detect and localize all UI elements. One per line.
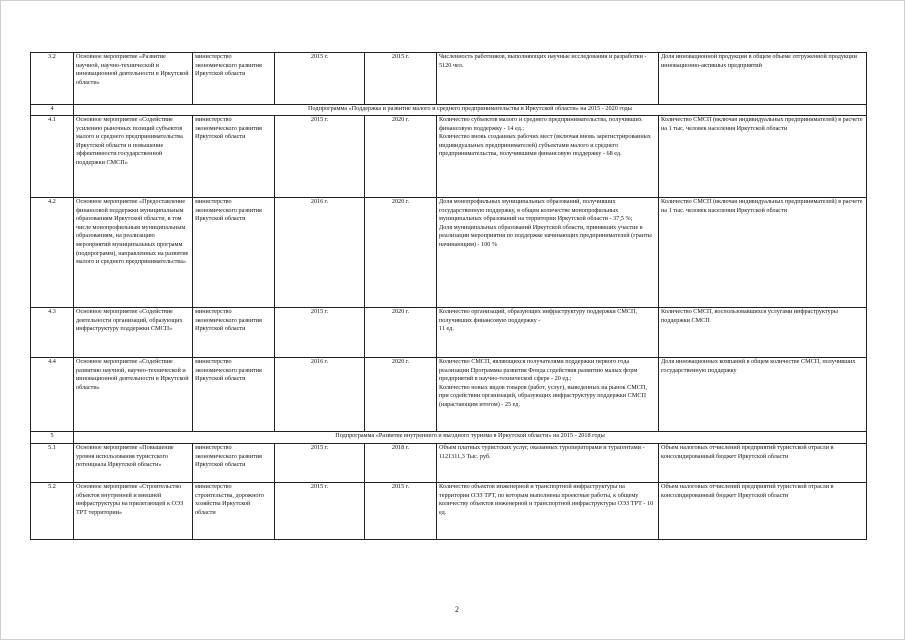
table-row	[31, 444, 867, 483]
start-year: 2015 г.	[275, 483, 365, 540]
table-row	[31, 308, 867, 358]
direct-result: Доля монопрофильных муниципальных образований, получивших государственную поддержку, в общем количестве монопрофильных муниципальных образований на территории Иркутской области - 37,5 %; Доля муниципальных образований Иркутской области, принявших участие в реализации мероприятия по поддержке начинающих предпринимателей (гранты начинающим) - 100 %	[437, 198, 659, 308]
activity-name: Основное мероприятие «Содействие деятельности организаций, образующих инфраструктуру поддержки СМСП»	[74, 308, 193, 358]
end-year: 2015 г.	[365, 53, 437, 105]
executor: министерство экономического развития Иркутской области	[193, 198, 275, 308]
end-year: 2020 г.	[365, 116, 437, 198]
subprogram-row	[31, 432, 867, 444]
end-year: 2020 г.	[365, 308, 437, 358]
program-indicator: Доля инновационной продукции в общем объеме отгруженной продукции инновационно-активных предприятий	[659, 53, 867, 105]
subprogram-title: Подпрограмма «Поддержка и развитие малого и среднего предпринимательства в Иркутской области» на 2015 - 2020 годы	[74, 105, 867, 116]
row-number: 4.1	[31, 116, 74, 198]
executor: министерство строительства, дорожного хозяйства Иркутской области	[193, 483, 275, 540]
program-indicator: Количество СМСП (включая индивидуальных предпринимателей) в расчете на 1 тыс. человек населения Иркутской области	[659, 198, 867, 308]
page-number: 2	[455, 605, 459, 614]
start-year: 2016 г.	[275, 198, 365, 308]
executor: министерство экономического развития Иркутской области	[193, 308, 275, 358]
program-indicator: Количество СМСП, воспользовавшихся услугами инфраструктуры поддержки СМСП	[659, 308, 867, 358]
end-year: 2020 г.	[365, 198, 437, 308]
executor: министерство экономического развития Иркутской области	[193, 53, 275, 105]
activity-name: Основное мероприятие «Содействие усилению рыночных позиций субъектов малого и среднего предпринимательства Иркутской области и повышение эффективности государственной поддержки СМСП»	[74, 116, 193, 198]
program-indicator: Объем налоговых отчислений предприятий туристской отрасли в консолидированный бюджет Иркутской области	[659, 483, 867, 540]
row-number: 4.3	[31, 308, 74, 358]
row-number: 5	[31, 432, 74, 444]
end-year: 2015 г.	[365, 483, 437, 540]
table-row	[31, 483, 867, 540]
row-number: 4.4	[31, 358, 74, 432]
executor: министерство экономического развития Иркутской области	[193, 358, 275, 432]
program-indicator: Количество СМСП (включая индивидуальных предпринимателей) в расчете на 1 тыс. человек населения Иркутской области	[659, 116, 867, 198]
executor: министерство экономического развития Иркутской области	[193, 444, 275, 483]
table-row	[31, 358, 867, 432]
direct-result: Численность работников, выполняющих научные исследования и разработки - 5120 чел.	[437, 53, 659, 105]
activity-name: Основное мероприятие «Предоставление финансовой поддержки муниципальным образованиям Иркутской области, в том числе монопрофильным муниципальным образованиям, на реализацию мероприятий муниципальных программ (подпрограмм), направленных на развитие малого и среднего предпринимательства»	[74, 198, 193, 308]
row-number: 4	[31, 105, 74, 116]
table-row	[31, 53, 867, 105]
start-year: 2015 г.	[275, 53, 365, 105]
row-number: 4.2	[31, 198, 74, 308]
end-year: 2018 г.	[365, 444, 437, 483]
direct-result: Количество СМСП, являющихся получателями поддержки первого года реализации Программы развития Фонда содействия развитию малых форм предприятий в научно-технической сфере - 20 ед.; Количество новых видов товаров (работ, услуг), выведенных на рынок СМСП, при содействии организаций, образующих инфраструктуру поддержки СМСП (нарастающим итогом) - 25 ед.	[437, 358, 659, 432]
program-activities-table	[30, 52, 867, 540]
start-year: 2015 г.	[275, 444, 365, 483]
direct-result: Количество субъектов малого и среднего предпринимательства, получивших финансовую поддержку - 14 ед.; Количество вновь созданных рабочих мест (включая вновь зарегистрированных индивидуальных предпринимателей) субъектами малого и среднего предпринимательства, получившими финансовую поддержку - 68 ед.	[437, 116, 659, 198]
table-row	[31, 198, 867, 308]
activity-name: Основное мероприятие «Развитие научной, научно-технической и инновационной деятельности в Иркутской области»	[74, 53, 193, 105]
start-year: 2015 г.	[275, 116, 365, 198]
start-year: 2015 г.	[275, 308, 365, 358]
subprogram-row	[31, 105, 867, 116]
activity-name: Основное мероприятие «Содействие развитию научной, научно-технической и инновационной деятельности в Иркутской области»	[74, 358, 193, 432]
row-number: 5.2	[31, 483, 74, 540]
direct-result: Количество объектов инженерной и транспортной инфраструктуры на территории ОЭЗ ТРТ, по которым выполнены проектные работы, к общему количеству объектов инженерной и транспортной инфраструктуры ОЭЗ ТРТ - 10 ед.	[437, 483, 659, 540]
row-number: 3.2	[31, 53, 74, 105]
table-row	[31, 116, 867, 198]
direct-result: Объем платных туристских услуг, оказанных туроператорами и турагентами - 1121311,3 Тыс. руб.	[437, 444, 659, 483]
activity-name: Основное мероприятие «Повышение уровня использования туристского потенциала Иркутской области»	[74, 444, 193, 483]
program-indicator: Объем налоговых отчислений предприятий туристской отрасли в консолидированный бюджет Иркутской области	[659, 444, 867, 483]
subprogram-title: Подпрограмма «Развитие внутреннего и въездного туризма в Иркутской области» на 2015 - 2018 годы	[74, 432, 867, 444]
program-indicator: Доля инновационных компаний в общем количестве СМСП, получивших государственную поддержку	[659, 358, 867, 432]
start-year: 2016 г.	[275, 358, 365, 432]
row-number: 5.1	[31, 444, 74, 483]
end-year: 2020 г.	[365, 358, 437, 432]
executor: министерство экономического развития Иркутской области	[193, 116, 275, 198]
direct-result: Количество организаций, образующих инфраструктуру поддержки СМСП, получивших финансовую поддержку - 11 ед.	[437, 308, 659, 358]
activity-name: Основное мероприятие «Строительство объектов внутренней и внешней инфраструктуры на прилегающей к ОЭЗ ТРТ территории»	[74, 483, 193, 540]
